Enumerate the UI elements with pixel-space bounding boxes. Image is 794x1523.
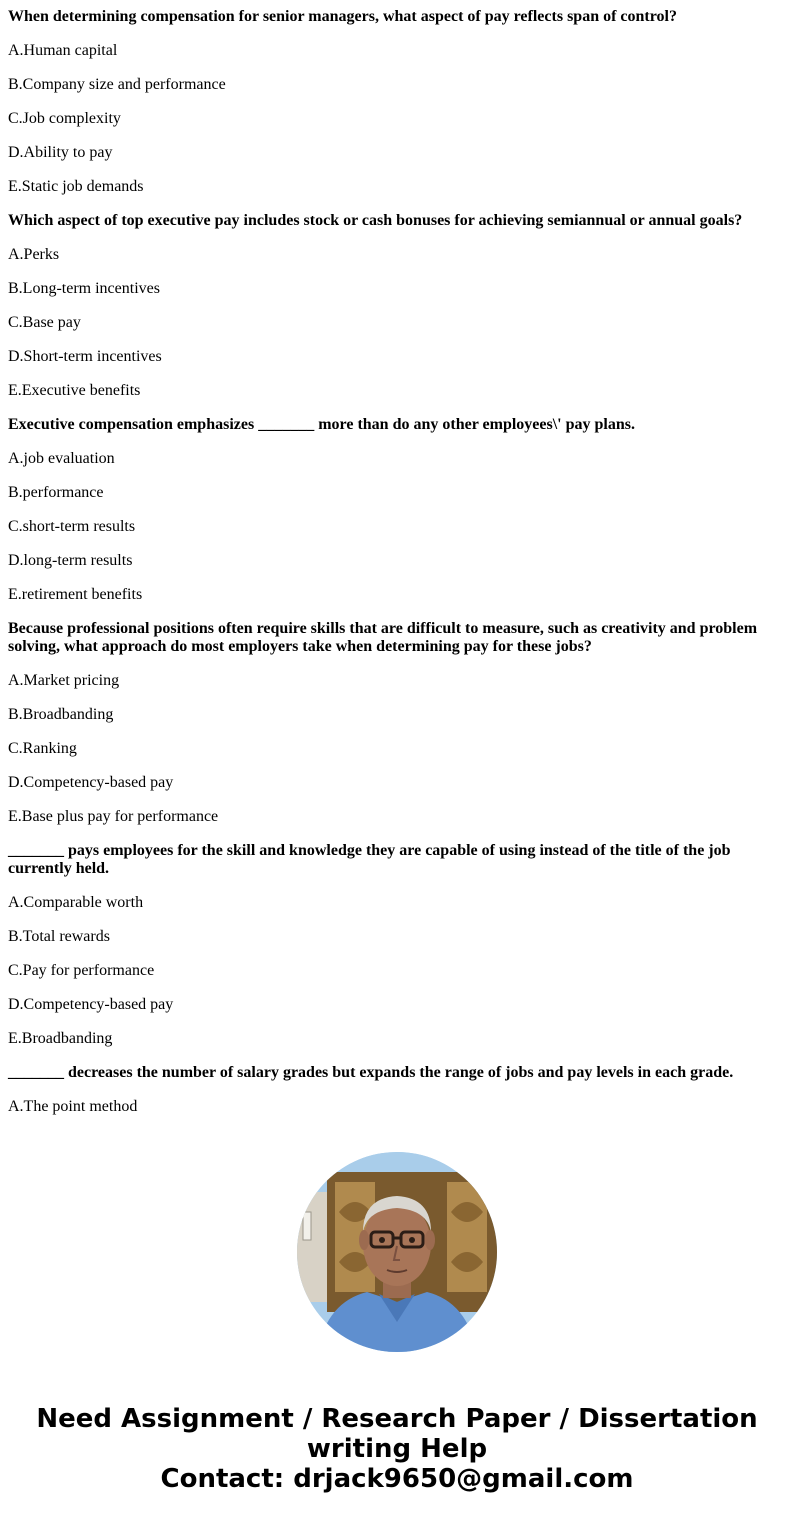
option-d: D.Competency-based pay [8, 996, 174, 1013]
option-b: B.performance [8, 484, 104, 501]
option-d: D.Ability to pay [8, 144, 113, 161]
option-b: B.Total rewards [8, 928, 110, 945]
option-d: D.long-term results [8, 552, 133, 569]
promo-headline: Need Assignment / Research Paper / Dissertation writing Help [36, 1404, 758, 1464]
option-a: A.The point method [8, 1098, 138, 1115]
question-text: When determining compensation for senior managers, what aspect of pay reflects span of control? [8, 8, 677, 25]
option-d: D.Short-term incentives [8, 348, 162, 365]
option-e: E.retirement benefits [8, 586, 143, 603]
option-e: E.Executive benefits [8, 382, 141, 399]
question-text: _______ decreases the number of salary grades but expands the range of jobs and pay levels in each grade. [8, 1064, 734, 1081]
promo-block [0, 1152, 794, 1494]
option-e: E.Static job demands [8, 178, 144, 195]
option-a: A.Market pricing [8, 672, 120, 689]
question-text: Because professional positions often require skills that are difficult to measure, such as creativity and problem solving, what approach do most employers take when determining pay for these jobs? [8, 620, 758, 655]
option-c: C.Base pay [8, 314, 81, 331]
option-b: B.Broadbanding [8, 706, 114, 723]
option-b: B.Company size and performance [8, 76, 226, 93]
question-text: Executive compensation emphasizes _______ more than do any other employees\' pay plans. [8, 416, 635, 433]
option-a: A.job evaluation [8, 450, 115, 467]
option-d: D.Competency-based pay [8, 774, 174, 791]
option-c: C.Job complexity [8, 110, 121, 127]
question-text: Which aspect of top executive pay includes stock or cash bonuses for achieving semiannual or annual goals? [8, 212, 743, 229]
option-e: E.Broadbanding [8, 1030, 113, 1047]
question-text: _______ pays employees for the skill and knowledge they are capable of using instead of the title of the job currently held. [8, 842, 731, 877]
option-e: E.Base plus pay for performance [8, 808, 219, 825]
author-portrait-image [297, 1152, 497, 1352]
option-c: C.short-term results [8, 518, 136, 535]
author-avatar [297, 1152, 497, 1352]
option-a: A.Comparable worth [8, 894, 144, 911]
option-c: C.Pay for performance [8, 962, 155, 979]
promo-text [0, 1404, 794, 1494]
option-b: B.Long-term incentives [8, 280, 160, 297]
option-c: C.Ranking [8, 740, 77, 757]
promo-contact: Contact: drjack9650@gmail.com [160, 1464, 634, 1494]
option-a: A.Perks [8, 246, 60, 263]
option-a: A.Human capital [8, 42, 118, 59]
